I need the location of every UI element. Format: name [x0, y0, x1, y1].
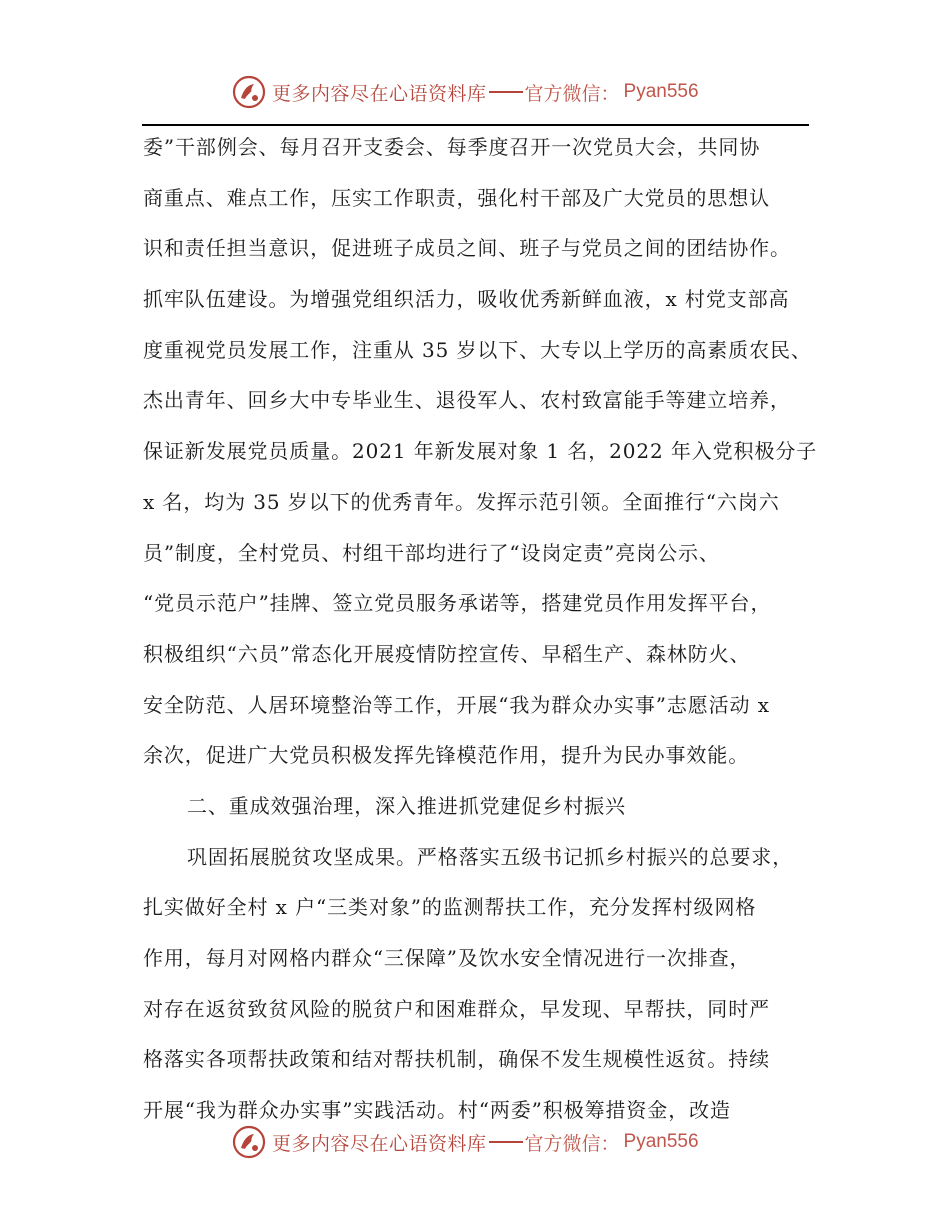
watermark-dash: [489, 91, 523, 93]
watermark-wechat-id: Pyan556: [623, 81, 699, 102]
watermark-wechat-id: Pyan556: [623, 1131, 699, 1152]
text-line: 余次，促进广大党员积极发挥先锋模范作用，提升为民办事效能。: [143, 743, 750, 768]
text-line: 商重点、难点工作，压实工作职责，强化村干部及广大党员的思想认: [143, 185, 770, 210]
section-heading: 二、重成效强治理，深入推进抓党建促乡村振兴: [187, 793, 626, 818]
text-line: 抓牢队伍建设。为增强党组织活力，吸收优秀新鲜血液，x 村党支部高: [143, 287, 790, 312]
watermark-wechat-label: 官方微信：: [524, 82, 620, 105]
text-line: 积极组织“六员”常态化开展疫情防控宣传、早稻生产、森林防火、: [143, 641, 751, 666]
text-line: 保证新发展党员质量。2021 年新发展对象 1 名，2022 年入党积极分子: [143, 439, 818, 464]
text-line: 安全防范、人居环境整治等工作，开展“我为群众办实事”志愿活动 x: [143, 692, 770, 717]
watermark-text: 更多内容尽在心语资料库: [272, 1132, 487, 1155]
text-line: 度重视党员发展工作，注重从 35 岁以下、大专以上学历的高素质农民、: [143, 337, 812, 362]
text-line: 扎实做好全村 x 户“三类对象”的监测帮扶工作，充分发挥村级网格: [143, 895, 757, 920]
red-seal-logo-icon: [232, 1125, 266, 1159]
text-line: 作用，每月对网格内群众“三保障”及饮水安全情况进行一次排查，: [143, 946, 751, 970]
text-line: 格落实各项帮扶政策和结对帮扶机制，确保不发生规模性返贫。持续: [143, 1047, 770, 1072]
document-body: [143, 122, 823, 1136]
red-seal-logo-icon: [232, 75, 266, 109]
text-line: x 名，均为 35 岁以下的优秀青年。发挥示范引领。全面推行“六岗六: [143, 489, 780, 514]
watermark-wechat-label: 官方微信：: [524, 1132, 620, 1155]
header-watermark: [232, 72, 699, 112]
text-line: 杰出青年、回乡大中专毕业生、退役军人、农村致富能手等建立培养，: [143, 388, 791, 413]
text-line: 委”干部例会、每月召开支委会、每季度召开一次党员大会，共同协: [143, 135, 761, 159]
footer-watermark: [232, 1122, 699, 1162]
text-line: 员”制度，全村党员、村组干部均进行了“设岗定责”亮岗公示、: [143, 540, 720, 565]
watermark-dash: [489, 1141, 523, 1143]
text-line: 开展“我为群众办实事”实践活动。村“两委”积极筹措资金，改造: [143, 1098, 731, 1123]
text-line: 对存在返贫致贫风险的脱贫户和困难群众，早发现、早帮扶，同时严: [143, 996, 770, 1021]
paragraph-start-line: 巩固拓展脱贫攻坚成果。严格落实五级书记抓乡村振兴的总要求，: [187, 844, 794, 869]
text-line: 识和责任担当意识，促进班子成员之间、班子与党员之间的团结协作。: [143, 236, 791, 261]
text-line: “党员示范户”挂牌、签立党员服务承诺等，搭建党员作用发挥平台，: [143, 591, 772, 616]
watermark-text: 更多内容尽在心语资料库: [272, 82, 487, 105]
